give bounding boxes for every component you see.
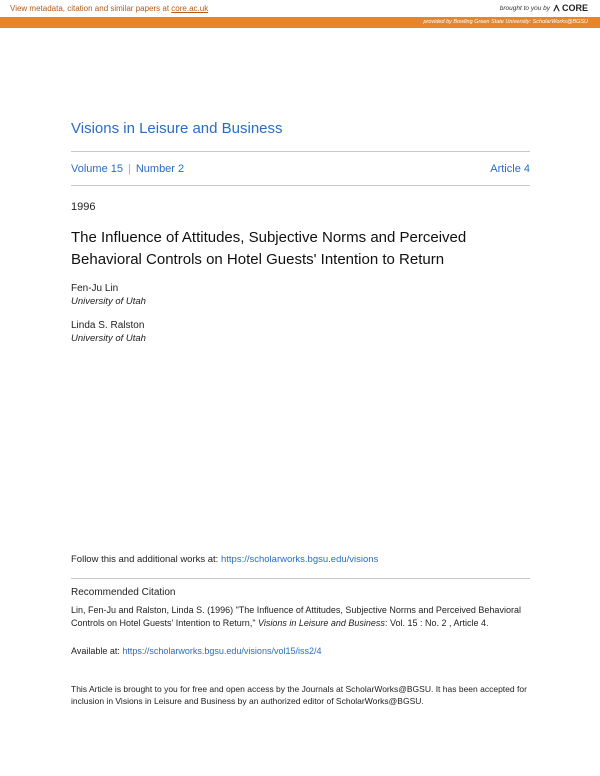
metadata-text: View metadata, citation and similar papers at — [10, 4, 172, 13]
available-at-line — [71, 646, 321, 656]
divider-top — [71, 151, 530, 152]
citation-body: Lin, Fen-Ju and Ralston, Linda S. (1996) "The Influence of Attitudes, Subjective Norms and Perceived Behavioral Controls on Hotel Guests' Intention to Return," — [71, 605, 521, 628]
author-affiliation: University of Utah — [71, 333, 146, 344]
number-link[interactable]: Number 2 — [135, 163, 185, 175]
brought-to-you-by[interactable] — [500, 3, 588, 13]
volume-link[interactable]: Volume 15 — [71, 163, 123, 175]
visions-collection-link[interactable]: https://scholarworks.bgsu.edu/visions — [220, 554, 379, 565]
available-label: Available at: — [71, 646, 123, 656]
issue-row — [71, 163, 530, 175]
citation-journal: Visions in Leisure and Business — [258, 618, 385, 628]
core-header-bar — [0, 0, 600, 17]
author-affiliation: University of Utah — [71, 296, 146, 307]
citation-volume: : Vol. 15 : No. 2 , Article 4. — [384, 618, 489, 628]
issue-separator: | — [127, 163, 131, 175]
divider-issue — [71, 185, 530, 186]
core-ac-uk-link[interactable]: core.ac.uk — [171, 4, 209, 13]
provider-bar — [0, 17, 600, 28]
brought-by-text: brought to you by — [499, 4, 550, 12]
author-name: Fen-Ju Lin — [71, 283, 119, 294]
article-link[interactable]: Article 4 — [490, 163, 530, 175]
core-logo-text: CORE — [561, 3, 588, 13]
author-name: Linda S. Ralston — [71, 320, 145, 331]
divider-follow — [71, 578, 530, 579]
core-logo-icon — [552, 4, 561, 13]
citation-text — [71, 604, 533, 630]
publication-year: 1996 — [71, 201, 96, 213]
follow-text: Follow this and additional works at: — [71, 554, 221, 565]
provided-by-text: provided by Bowling Green State University: ScholarWorks@BGSU — [423, 18, 588, 25]
core-logo — [552, 3, 588, 13]
open-access-notice: This Article is brought to you for free and open access by the Journals at ScholarWorks@BGSU. It has been accepted for inclusion in Visions in Leisure and Business by an authorized editor of ScholarWorks@BGSU. — [71, 684, 527, 706]
recommended-citation-heading: Recommended Citation — [71, 587, 176, 598]
metadata-notice — [10, 4, 208, 13]
journal-title[interactable]: Visions in Leisure and Business — [71, 120, 283, 137]
article-title: The Influence of Attitudes, Subjective Norms and Perceived Behavioral Controls on Hotel Guests' Intention to Return — [71, 229, 467, 268]
article-url-link[interactable]: https://scholarworks.bgsu.edu/visions/vol15/iss2/4 — [122, 646, 322, 656]
follow-works-line — [71, 554, 378, 565]
